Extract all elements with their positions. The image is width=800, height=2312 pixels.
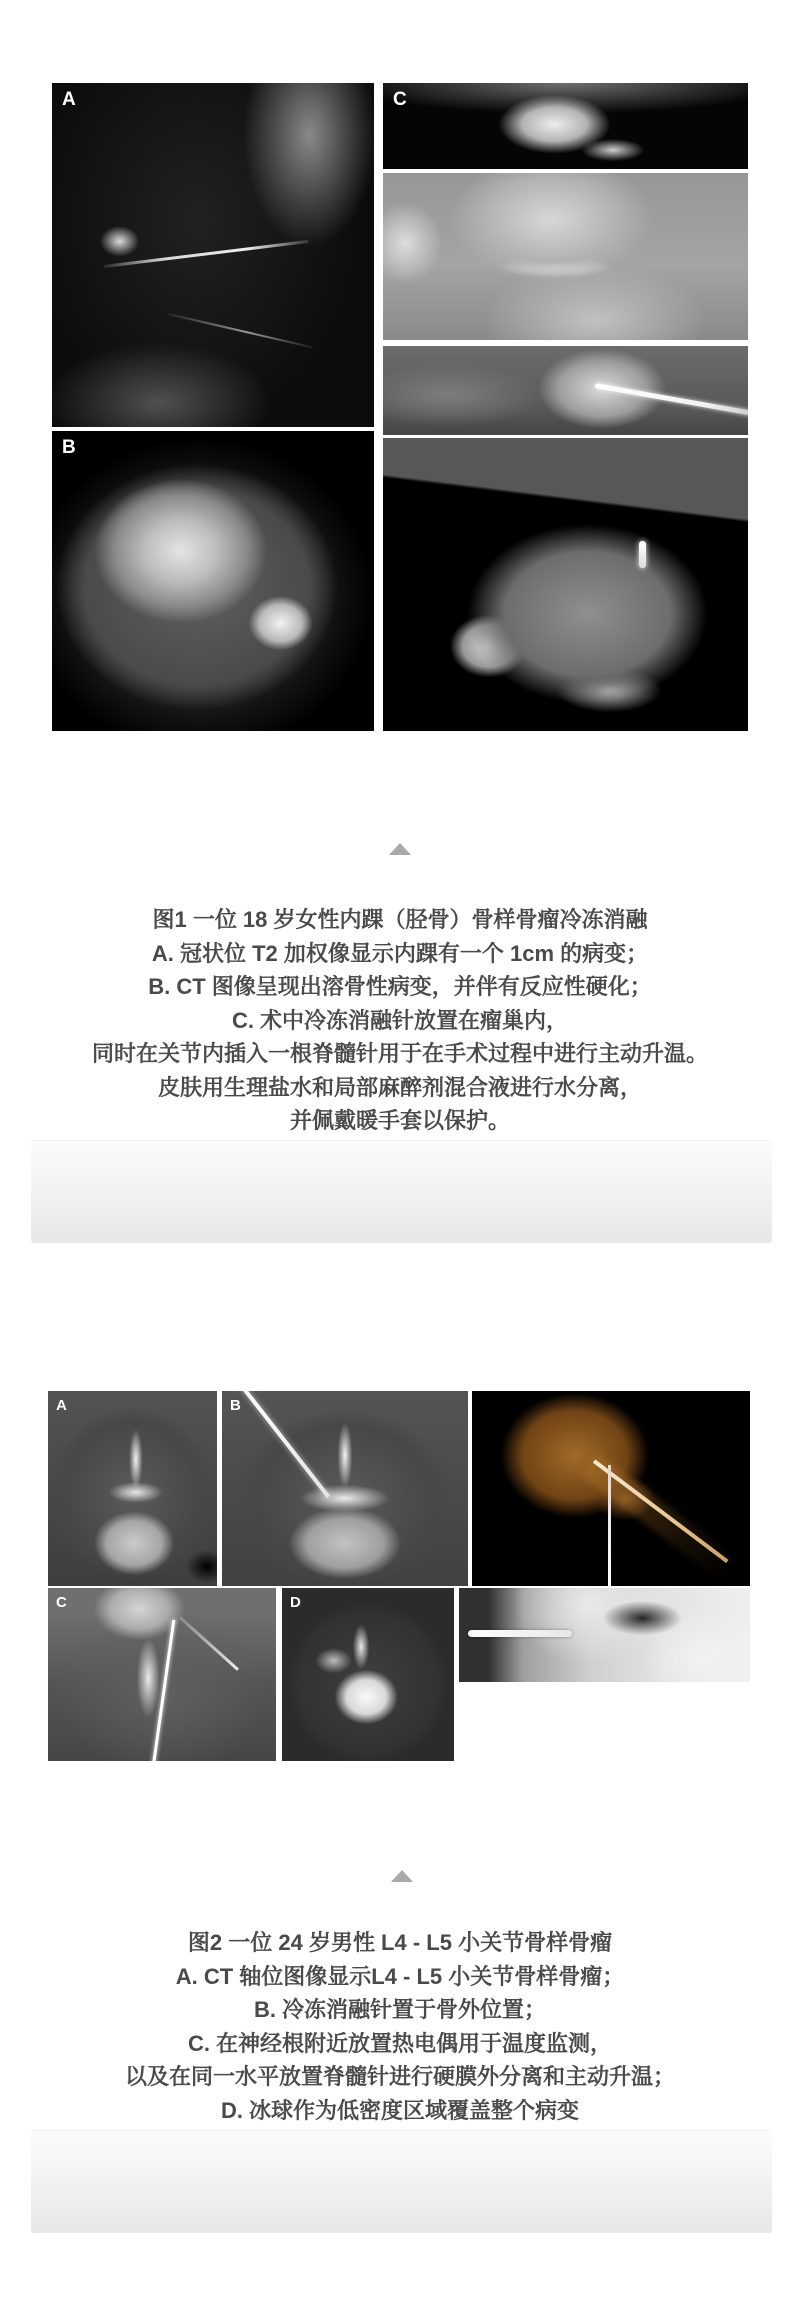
figure2-panel-d-ct-iceball bbox=[282, 1588, 454, 1761]
figure2-panel-a-ct-axial bbox=[48, 1391, 217, 1586]
figure1-collapse-triangle-icon[interactable] bbox=[389, 843, 411, 855]
figure1-panel-c-coronal-ct bbox=[383, 173, 748, 340]
figure2-panel-b-ct-axial-needle bbox=[222, 1391, 468, 1586]
figure2-panel-c-ct-thermocouple bbox=[48, 1588, 276, 1761]
figure1-panel-c-needle-ct bbox=[383, 346, 748, 435]
figure1-caption-line: 皮肤用生理盐水和局部麻醉剂混合液进行水分离， bbox=[157, 1074, 642, 1100]
figure1-caption-line: B. CT 图像呈现出溶骨性病变，并伴有反应性硬化； bbox=[148, 974, 652, 999]
cryoablation-needle-artifact bbox=[594, 383, 748, 416]
figure1-caption-line: 并佩戴暖手套以保护。 bbox=[289, 1108, 510, 1133]
figure2-caption-line: D. 冰球作为低密度区域覆盖整个病变 bbox=[220, 2097, 580, 2123]
figure2-panel-coronal-ct bbox=[459, 1588, 750, 1682]
figure2-caption-line: 图2 一位 24 岁男性 L4 - L5 小关节骨样骨瘤 bbox=[187, 1930, 613, 1955]
panel-label-b: B bbox=[230, 1397, 242, 1414]
spinal-needle-artifact bbox=[152, 1620, 176, 1761]
figure1-image-grid bbox=[52, 83, 748, 731]
horizontal-needle-artifact bbox=[468, 1630, 573, 1637]
cryoablation-needle-artifact bbox=[239, 1391, 330, 1498]
figure2-image-grid bbox=[48, 1391, 750, 1761]
figure2-caption-line: 以及在同一水平放置脊髓针进行硬膜外分离和主动升温； bbox=[124, 2064, 675, 2089]
section-divider bbox=[31, 2130, 772, 2233]
panel-label-c: C bbox=[56, 1594, 68, 1611]
figure2-caption-line: A. CT 轴位图像显示L4 - L5 小关节骨样骨瘤； bbox=[175, 1963, 625, 1989]
figure1-panel-c-axial-needle-ct bbox=[383, 438, 748, 731]
figure1-caption-line: 图1 一位 18 岁女性内踝（胫骨）骨样骨瘤冷冻消融 bbox=[152, 907, 648, 932]
panel-label-a: A bbox=[56, 1397, 68, 1414]
figure2-caption-line: B. 冷冻消融针置于骨外位置； bbox=[253, 1997, 547, 2022]
figure1-caption-line: 同时在关节内插入一根脊髓针用于在手术过程中进行主动升温。 bbox=[91, 1041, 708, 1066]
diagonal-needle-artifact bbox=[593, 1460, 729, 1564]
panel-label-d: D bbox=[290, 1594, 302, 1611]
section-divider bbox=[31, 1140, 772, 1243]
figure1-caption-line: C. 术中冷冻消融针放置在瘤巢内， bbox=[231, 1007, 569, 1033]
needle-tip-artifact bbox=[639, 541, 646, 568]
figure2-caption-line: C. 在神经根附近放置热电偶用于温度监测， bbox=[187, 2030, 613, 2056]
figure1-panel-a-mri-coronal bbox=[52, 83, 374, 427]
figure2-panel-3d-render bbox=[472, 1391, 750, 1586]
figure1-panel-b-ct-axial bbox=[52, 431, 374, 731]
figure2-collapse-triangle-icon[interactable] bbox=[391, 1870, 413, 1882]
joint-line-artifact bbox=[103, 240, 308, 268]
panel-label-b: B bbox=[62, 437, 77, 458]
panel-label-a: A bbox=[62, 89, 77, 110]
figure1-caption bbox=[0, 903, 800, 1138]
figure1-panel-c-sagittal-ct bbox=[383, 83, 748, 169]
figure1-caption-line: A. 冠状位 T2 加权像显示内踝有一个 1cm 的病变； bbox=[151, 940, 649, 966]
thermocouple-artifact bbox=[179, 1616, 239, 1670]
figure2-caption bbox=[0, 1926, 800, 2127]
joint-line-artifact bbox=[168, 313, 313, 348]
panel-label-c: C bbox=[393, 89, 408, 110]
vertical-needle-artifact bbox=[608, 1465, 611, 1586]
